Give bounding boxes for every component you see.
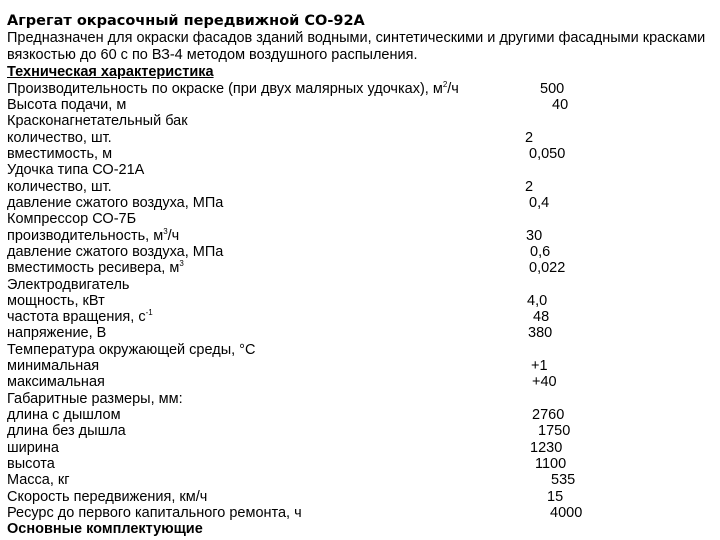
spec-row-gun-pressure: давление сжатого воздуха, МПа bbox=[7, 195, 224, 211]
spec-value-compressor-output: 30 bbox=[526, 228, 543, 244]
spec-sup: 2 bbox=[442, 80, 448, 90]
page-title: Агрегат окрасочный передвижной СО-92А bbox=[7, 13, 365, 29]
spec-row-gun-count: количество, шт. bbox=[7, 179, 112, 195]
spec-value-lift-height: 40 bbox=[552, 97, 569, 113]
spec-value-motor-speed: 48 bbox=[533, 309, 550, 325]
spec-heading-temperature: Температура окружающей среды, °С bbox=[7, 342, 256, 358]
spec-row-length-with-drawbar: длина с дышлом bbox=[7, 407, 121, 423]
spec-row-resource: Ресурс до первого капитального ремонта, ч bbox=[7, 505, 302, 521]
spec-value-temp-max: +40 bbox=[532, 374, 557, 390]
spec-value-length-with-drawbar: 2760 bbox=[532, 407, 565, 423]
spec-value-resource: 4000 bbox=[550, 505, 583, 521]
spec-row-receiver-capacity bbox=[7, 260, 184, 277]
spec-row-speed: Скорость передвижения, км/ч bbox=[7, 489, 208, 505]
spec-value-mass: 535 bbox=[551, 472, 576, 488]
intro-paragraph: Предназначен для окраски фасадов зданий водными, синтетическими и другими фасадными красками вязкостью до 60 с по ВЗ-4 методом воздушного распыления. bbox=[7, 30, 706, 63]
spec-row-compressor-pressure: давление сжатого воздуха, МПа bbox=[7, 244, 224, 260]
spec-value-temp-min: +1 bbox=[531, 358, 548, 374]
spec-row-width: ширина bbox=[7, 440, 59, 456]
spec-value-motor-voltage: 380 bbox=[528, 325, 553, 341]
spec-row-motor-voltage: напряжение, В bbox=[7, 325, 107, 341]
spec-unit: /ч bbox=[447, 81, 459, 97]
spec-heading: Техническая характеристика bbox=[7, 64, 214, 80]
spec-row-compressor-output bbox=[7, 228, 179, 245]
spec-value-speed: 15 bbox=[547, 489, 564, 505]
spec-row-height: высота bbox=[7, 456, 55, 472]
spec-row-tank-count: количество, шт. bbox=[7, 130, 112, 146]
spec-row-mass: Масса, кг bbox=[7, 472, 70, 488]
spec-value-gun-count: 2 bbox=[525, 179, 534, 195]
spec-row-length-without-drawbar: длина без дышла bbox=[7, 423, 126, 439]
spec-value-length-without-drawbar: 1750 bbox=[538, 423, 571, 439]
spec-label: Производительность по окраске (при двух малярных удочках), м bbox=[7, 81, 443, 97]
spec-row-temp-min: минимальная bbox=[7, 358, 100, 374]
spec-value-tank-capacity: 0,050 bbox=[529, 146, 566, 162]
spec-heading-motor: Электродвигатель bbox=[7, 277, 130, 293]
spec-heading-compressor: Компрессор СО-7Б bbox=[7, 211, 137, 227]
spec-sup: 3 bbox=[163, 227, 168, 237]
spec-row-lift-height: Высота подачи, м bbox=[7, 97, 127, 113]
spec-heading-tank: Красконагнетательный бак bbox=[7, 113, 188, 129]
spec-label: частота вращения, с bbox=[7, 309, 146, 325]
spec-label: вместимость ресивера, м bbox=[7, 260, 180, 276]
spec-row-tank-capacity: вместимость, м bbox=[7, 146, 113, 162]
spec-unit: /ч bbox=[167, 228, 180, 244]
spec-value-motor-power: 4,0 bbox=[527, 293, 548, 309]
spec-label: производительность, м bbox=[7, 228, 164, 244]
spec-row-temp-max: максимальная bbox=[7, 374, 105, 390]
spec-value-width: 1230 bbox=[530, 440, 563, 456]
spec-heading-dimensions: Габаритные размеры, мм: bbox=[7, 391, 183, 407]
spec-heading-gun: Удочка типа СО-21А bbox=[7, 162, 145, 178]
spec-value-productivity: 500 bbox=[540, 81, 565, 97]
spec-value-compressor-pressure: 0,6 bbox=[530, 244, 551, 260]
spec-value-tank-count: 2 bbox=[525, 130, 534, 146]
kit-heading: Основные комплектующие bbox=[7, 521, 203, 537]
spec-value-height: 1100 bbox=[535, 456, 567, 472]
spec-row-motor-power: мощность, кВт bbox=[7, 293, 105, 309]
spec-value-receiver-capacity: 0,022 bbox=[529, 260, 566, 276]
spec-row-motor-speed bbox=[7, 309, 153, 326]
spec-row-productivity bbox=[7, 81, 459, 98]
spec-sup: 3 bbox=[179, 259, 184, 269]
spec-sup: -1 bbox=[145, 308, 153, 318]
spec-value-gun-pressure: 0,4 bbox=[529, 195, 550, 211]
